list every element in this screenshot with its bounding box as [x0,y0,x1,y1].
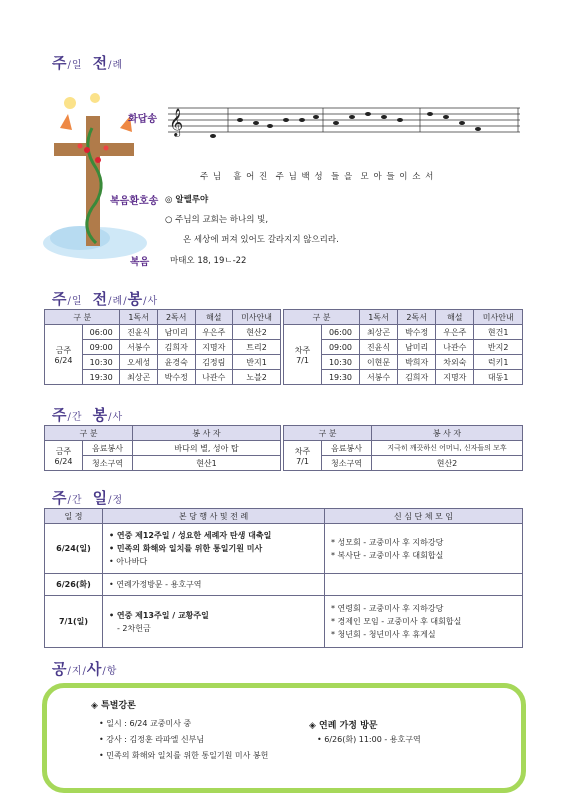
alleluia: ◎ 알렐루야 [165,195,209,205]
table-row [45,441,281,456]
table-cell: 박수정 [398,325,436,340]
table-cell: 19:30 [322,370,360,385]
special-lecture-time: • 일시 : 6/24 교중미사 중 [99,719,192,728]
gospel-reference: 마태오 18, 19ㄴ-22 [170,256,247,266]
table-row [45,574,523,596]
header-commentary: 해설 [195,310,233,325]
weekly-service-right [283,425,523,471]
section-title-liturgy: 주/일 전/례 [52,54,124,72]
table-cell: 김정림 [195,355,233,370]
table-cell: 반지1 [233,355,281,370]
week-label: 금주 6/24 [45,441,83,471]
table-cell: 06:00 [322,325,360,340]
table-cell: 남미리 [157,325,195,340]
table-cell: 럭키1 [474,355,523,370]
special-lecture-mass: • 민족의 화해와 일치를 위한 통일기원 미사 봉헌 [99,751,269,760]
gospel-acclamation-label: 복음환호송 [110,196,159,207]
section-title-roster: 주/일 전/례/봉/사 [52,290,159,308]
table-row [284,325,523,340]
table-cell: 7/1(일) [45,596,103,648]
gospel-label: 복음 [130,257,150,268]
table-cell: 차외숙 [436,355,474,370]
header-usher: 미사안내 [233,310,281,325]
table-row [284,441,523,456]
table-cell: 진윤식 [120,325,158,340]
roster-table-right [283,309,523,385]
table-cell: * 성모회 - 교중미사 후 지하강당 * 복사단 - 교중미사 후 대회합실 [325,524,523,574]
table-cell: 박희자 [398,355,436,370]
weekly-service-left [44,425,281,471]
header-servers: 봉 사 자 [372,426,523,441]
table-cell: 최상곤 [359,325,397,340]
table-cell: 현건1 [474,325,523,340]
table-cell: • 연중 제13주일 / 교황주일 - 2차헌금 [103,596,325,648]
special-lecture-speaker: • 강사 : 김정훈 라파엘 신부님 [99,735,205,744]
header-reading-2: 2독서 [398,310,436,325]
section-title-weekly-service: 주/간 봉/사 [52,406,124,424]
table-cell: 6/26(화) [45,574,103,596]
table-cell: 진윤식 [359,340,397,355]
table-cell: 서봉수 [120,340,158,355]
table-cell: 바다의 별, 성아 탑 [133,441,281,456]
home-visit-heading: ◈ 연례 가정 방문 [309,721,378,731]
table-cell: 지명자 [195,340,233,355]
header-group: 신 심 단 체 모 임 [325,509,523,524]
table-cell: 윤경숙 [157,355,195,370]
table-row [45,325,281,340]
week-label: 금주 6/24 [45,325,83,385]
week-label: 차주 7/1 [284,325,322,385]
table-cell: 김희자 [398,370,436,385]
header-reading-1: 1독서 [359,310,397,325]
table-cell: 나관수 [436,340,474,355]
table-cell: 음료봉사 [83,441,133,456]
home-visit-detail: • 6/26(화) 11:00 - 용호구역 [317,735,421,744]
section-title-notice: 공/지/사/항 [52,660,118,678]
header-reading-2: 2독서 [157,310,195,325]
special-lecture-heading: ◈ 특별강론 [91,701,136,711]
offertory-label: 화답송 [128,114,157,125]
table-cell: • 연중 제12주일 / 성요한 세례자 탄생 대축일 • 민족의 화해와 일치를 위한 통일기원 미사 • 아나바다 [103,524,325,574]
header-commentary: 해설 [436,310,474,325]
table-cell: 노블2 [233,370,281,385]
table-cell: 최상곤 [120,370,158,385]
table-cell: 박수정 [157,370,195,385]
header-division: 구 분 [284,426,372,441]
table-cell: 06:00 [83,325,120,340]
table-cell: 현산1 [133,456,281,471]
header-servers: 봉 사 자 [133,426,281,441]
table-cell: 남미리 [398,340,436,355]
header-main: 본 당 행 사 및 전 례 [103,509,325,524]
table-cell: 청소구역 [322,456,372,471]
header-division: 구 분 [284,310,360,325]
table-cell: 10:30 [83,355,120,370]
week-label: 차주 7/1 [284,441,322,471]
table-cell: 김희자 [157,340,195,355]
section-title-schedule: 주/간 일/정 [52,489,124,507]
table-cell: 우은주 [195,325,233,340]
header-division: 구 분 [45,310,120,325]
table-cell: 우은주 [436,325,474,340]
table-cell: 현산2 [372,456,523,471]
table-cell: 19:30 [83,370,120,385]
header-usher: 미사안내 [474,310,523,325]
table-cell: 나관수 [195,370,233,385]
table-cell: 현산2 [233,325,281,340]
table-cell: 오세성 [120,355,158,370]
table-cell: 서봉수 [359,370,397,385]
table-cell: 청소구역 [83,456,133,471]
music-lyrics: 주 님 흩 어 진 주 님 백 성 들 을 모 아 들 이 소 서 [200,172,435,182]
table-cell: 대동1 [474,370,523,385]
notice-box [42,683,526,793]
table-cell [325,574,523,596]
table-cell: 지명자 [436,370,474,385]
schedule-table [44,508,523,648]
table-cell: 반지2 [474,340,523,355]
music-staff [168,100,523,150]
table-cell: 트리2 [233,340,281,355]
table-cell: 이현문 [359,355,397,370]
header-reading-1: 1독서 [120,310,158,325]
verse-2: 온 세상에 퍼져 있어도 갈라지지 않으리라. [183,235,339,245]
roster-table-left [44,309,281,385]
table-cell: 지극히 깨끗하신 어머니, 신자들의 모후 [372,441,523,456]
header-date: 일 정 [45,509,103,524]
table-cell: 09:00 [322,340,360,355]
table-row [45,524,523,574]
table-row [45,596,523,648]
table-cell: • 연례가정방문 - 용호구역 [103,574,325,596]
table-cell: 음료봉사 [322,441,372,456]
svg-text:𝄞: 𝄞 [169,108,184,136]
header-division: 구 분 [45,426,133,441]
table-cell: * 연령회 - 교중미사 후 지하강당 * 경제인 모임 - 교중미사 후 대회합실 * 청년회 - 청년미사 후 휴게실 [325,596,523,648]
verse-1: ○ 주님의 교회는 하나의 빛, [165,215,269,225]
table-cell: 10:30 [322,355,360,370]
table-cell: 09:00 [83,340,120,355]
table-cell: 6/24(일) [45,524,103,574]
